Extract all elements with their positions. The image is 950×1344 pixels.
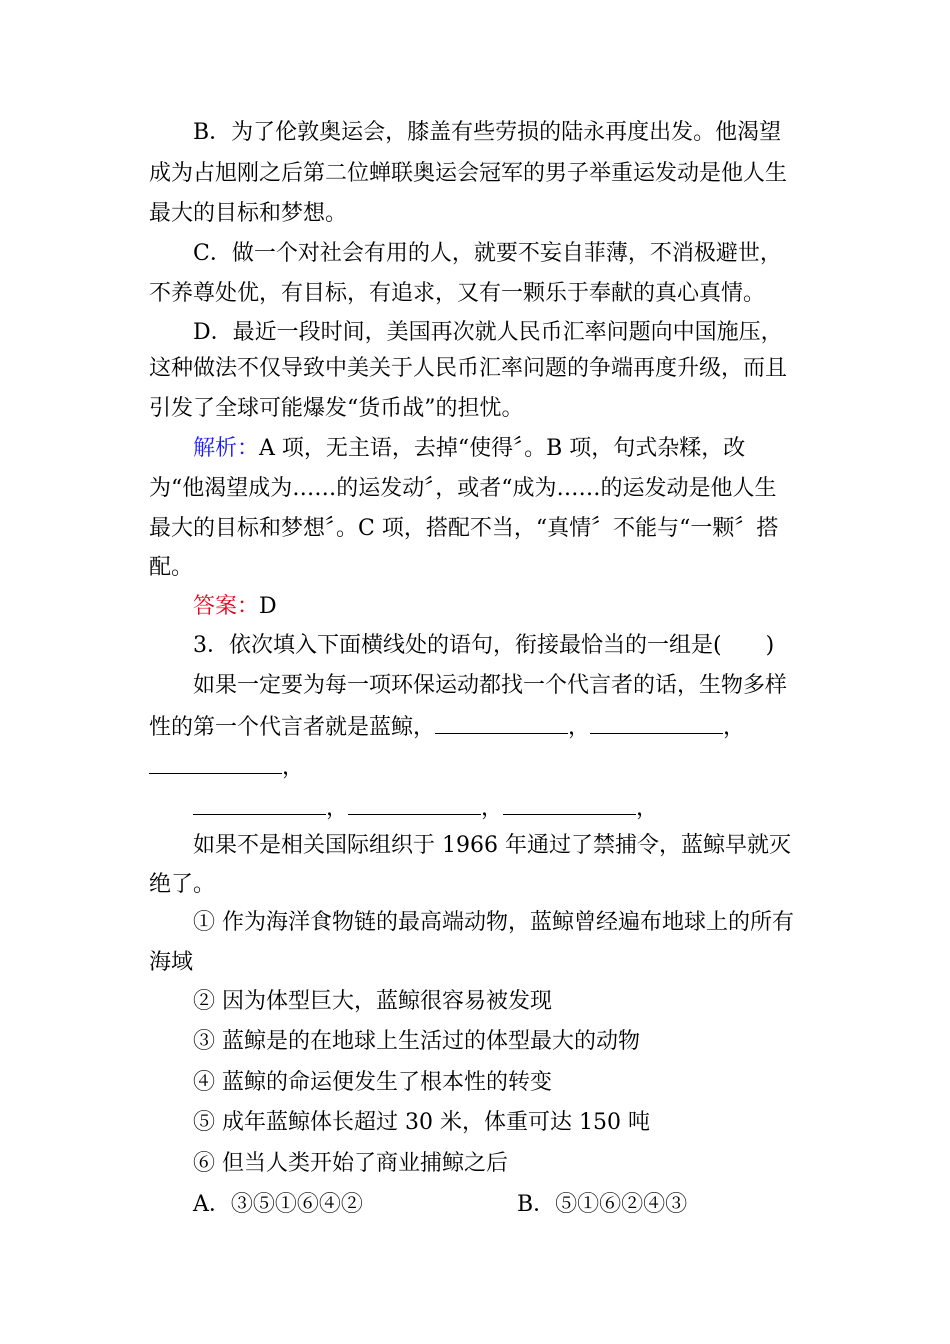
analysis-label: 解析： [193, 436, 260, 461]
analysis-line-2: 为“他渴望成为……的运发动〞，或者“成为……的运发动是他人生 [149, 476, 777, 501]
analysis-text-1: A 项，无主语，去掉“使得〞。B 项，句式杂糅，改 [259, 436, 746, 461]
blank-1 [435, 711, 568, 734]
question-3-passage-line-3: 如果不是相关国际组织于 1966 年通过了禁捕令，蓝鲸早就灭 [193, 833, 791, 858]
option-b-line-1: B．为了伦敦奥运会，膝盖有些劳损的陆永再度出发。他渴望 [193, 120, 782, 145]
sentence-5: ⑤ 成年蓝鲸体长超过 30 米，体重可达 150 吨 [193, 1110, 650, 1135]
analysis-line-3: 最大的目标和梦想〞。C 项，搭配不当，“真情〞不能与“一颗〞搭 [149, 516, 779, 541]
answer-value: D [259, 594, 277, 619]
passage-text: 性的第一个代言者就是蓝鲸， [149, 715, 436, 740]
option-d-line-1: D．最近一段时间，美国再次就人民币汇率问题向中国施压， [193, 320, 783, 345]
blank-comma: ， [481, 796, 504, 821]
analysis-line-4: 配。 [149, 555, 194, 580]
question-3-passage-line-4: 绝了。 [149, 872, 216, 897]
sentence-1-line-1: ① 作为海洋食物链的最高端动物，蓝鲸曾经遍布地球上的所有 [193, 910, 794, 935]
question-3-blank-line-2 [193, 792, 658, 822]
analysis-line-1 [193, 434, 745, 464]
sentence-2: ② 因为体型巨大，蓝鲸很容易被发现 [193, 989, 552, 1014]
sentence-1-line-2: 海域 [149, 950, 194, 975]
blank-6 [503, 792, 636, 815]
option-d-line-3: 引发了全球可能爆发“货币战”的担忧。 [149, 396, 524, 421]
sentence-3: ③ 蓝鲸是的在地球上生活过的体型最大的动物 [193, 1029, 640, 1054]
blank-comma: ， [723, 715, 746, 740]
answer-line [193, 592, 277, 622]
blank-2 [590, 711, 723, 734]
option-b-line-3: 最大的目标和梦想。 [149, 201, 348, 226]
blank-comma: ， [568, 715, 591, 740]
blank-comma: ， [636, 796, 659, 821]
sentence-4: ④ 蓝鲸的命运便发生了根本性的转变 [193, 1070, 552, 1095]
question-3-stem: 3．依次填入下面横线处的语句，衔接最恰当的一组是( ) [193, 633, 775, 658]
option-c-line-2: 不养尊处优，有目标，有追求，又有一颗乐于奉献的真心真情。 [149, 281, 766, 306]
answer-label: 答案： [193, 594, 260, 619]
question-3-passage-line-1: 如果一定要为每一项环保运动都找一个代言者的话，生物多样 [193, 673, 788, 698]
sentence-6: ⑥ 但当人类开始了商业捕鲸之后 [193, 1151, 508, 1176]
option-b-line-2: 成为占旭刚之后第二位蝉联奥运会冠军的男子举重运发动是他人生 [149, 161, 788, 186]
question-3-blank-line-1 [149, 751, 304, 781]
blank-comma: ， [282, 755, 305, 780]
blank-4 [193, 792, 326, 815]
choice-b: B．⑤①⑥②④③ [517, 1192, 688, 1217]
option-d-line-2: 这种做法不仅导致中美关于人民币汇率问题的争端再度升级，而且 [149, 356, 788, 381]
blank-5 [348, 792, 481, 815]
option-c-line-1: C．做一个对社会有用的人，就要不妄自菲薄，不消极避世， [193, 241, 782, 266]
question-3-passage-line-2 [149, 711, 745, 741]
blank-comma: ， [326, 796, 349, 821]
choice-a: A．③⑤①⑥④② [193, 1192, 363, 1217]
blank-3 [149, 751, 282, 774]
